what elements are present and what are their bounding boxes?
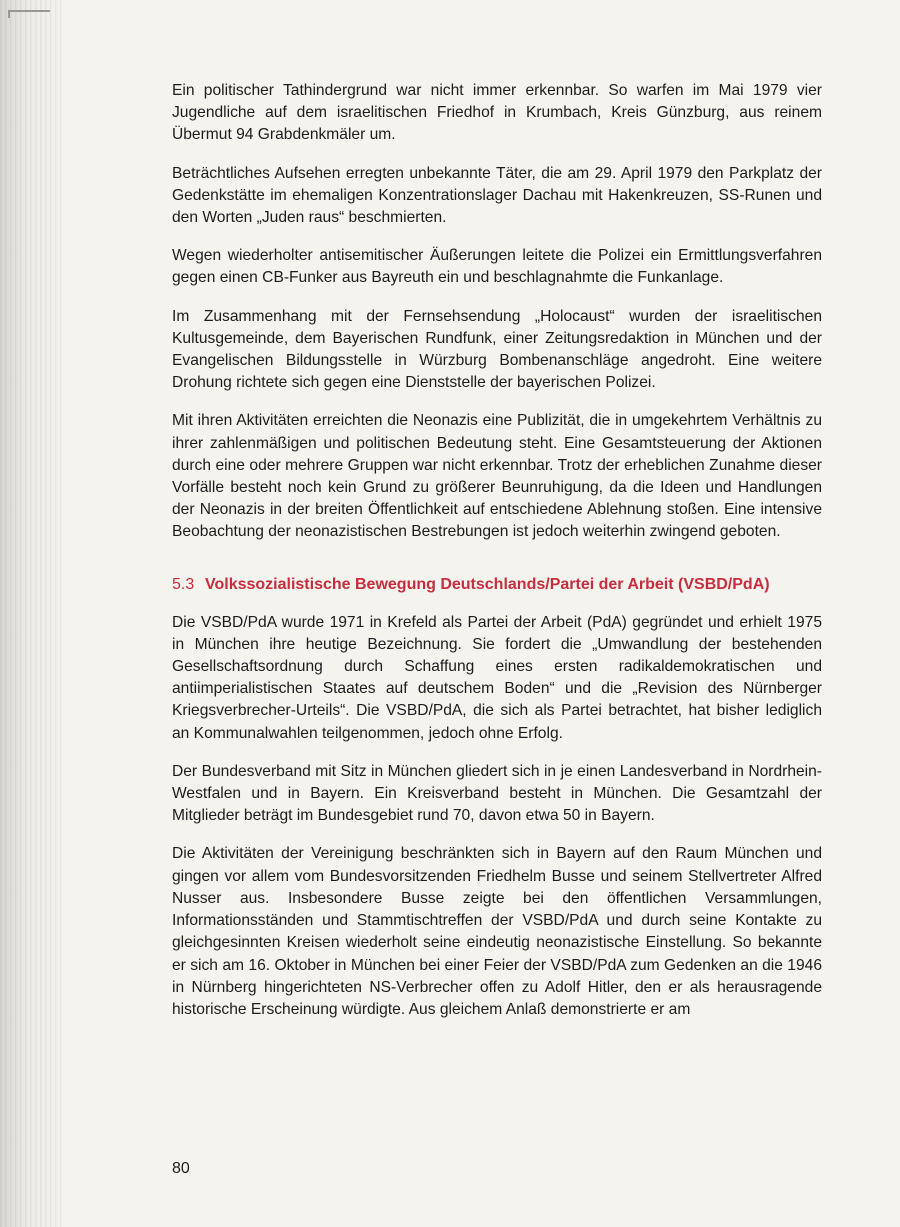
section-number: 5.3 xyxy=(172,575,195,593)
paragraph: Beträchtliches Aufsehen erregten unbekannte Täter, die am 29. April 1979 den Parkplatz der Gedenkstätte im ehemaligen Konzentrationslager Dachau mit Hakenkreuzen, SS-Runen und den Worten „Juden raus“ beschmierten. xyxy=(172,164,822,227)
paragraph: Die VSBD/PdA wurde 1971 in Krefeld als Partei der Arbeit (PdA) gegründet und erhielt 1975 in München ihre heutige Bezeichnung. Sie fordert die „Umwandlung der bestehenden Gesellschaftsordnung durch Schaffung eines ersten radikaldemokratischen und antiimperialistischen Staates auf deutschem Boden“ und die „Revision des Nürnberger Kriegsverbrecher-Urteils“. Die VSBD/PdA, die sich als Partei betrachtet, hat bisher lediglich an Kommunalwahlen teilgenommen, jedoch ohne Erfolg. xyxy=(172,613,822,742)
section-heading xyxy=(172,574,822,596)
section-title: Volkssozialistische Bewegung Deutschlands/Partei der Arbeit (VSBD/PdA) xyxy=(205,575,770,593)
paragraph: Die Aktivitäten der Vereinigung beschränkten sich in Bayern auf den Raum München und gingen vor allem vom Bundesvorsitzenden Friedhelm Busse und seinem Stellvertreter Alfred Nusser aus. Insbesondere Busse zeigte bei den öffentlichen Versammlungen, Informationsständen und Stammtischtreffen der VSBD/PdA und durch seine Kontakte zu gleichgesinnten Kreisen wiederholt seine eindeutig neonazistische Einstellung. So bekannte er sich am 16. Oktober in München bei einer Feier der VSBD/PdA zum Gedenken an die 1946 in Nürnberg hingerichteten NS-Verbrecher offen zu Adolf Hitler, den er als herausragende historische Erscheinung würdigte. Aus gleichem Anlaß demonstrierte er am xyxy=(172,845,822,1018)
paragraph: Im Zusammenhang mit der Fernsehsendung „Holocaust“ wurden der israelitischen Kultusgemeinde, dem Bayerischen Rundfunk, einer Zeitungsredaktion in München und der Evangelischen Bildungsstelle in Würzburg Bombenanschläge angedroht. Eine weitere Drohung richtete sich gegen eine Dienststelle der bayerischen Polizei. xyxy=(172,307,822,392)
page-number: 80 xyxy=(172,1160,190,1177)
paragraph: Der Bundesverband mit Sitz in München gliedert sich in je einen Landesverband in Nordrhein-Westfalen und in Bayern. Ein Kreisverband besteht in München. Die Gesamtzahl der Mitglieder beträgt im Bundesgebiet rund 70, davon etwa 50 in Bayern. xyxy=(172,762,822,825)
scan-corner-mark xyxy=(8,10,50,18)
paragraph: Wegen wiederholter antisemitischer Äußerungen leitete die Polizei ein Ermittlungsverfahren gegen einen CB-Funker aus Bayreuth ein und beschlagnahmte die Funkanlage. xyxy=(172,247,822,287)
paragraph: Ein politischer Tathindergrund war nicht immer erkennbar. So warfen im Mai 1979 vier Jugendliche auf dem israelitischen Friedhof in Krumbach, Kreis Günzburg, aus reinem Übermut 94 Grabdenkmäler um. xyxy=(172,82,822,144)
paragraph: Mit ihren Aktivitäten erreichten die Neonazis eine Publizität, die in umgekehrtem Verhältnis zu ihrer zahlenmäßigen und politischen Bedeutung steht. Eine Gesamtsteuerung der Aktionen durch eine oder mehrere Gruppen war nicht erkennbar. Trotz der erheblichen Zunahme dieser Vorfälle besteht noch kein Grund zu größerer Beunruhigung, da die Ideen und Handlungen der Neonazis in der breiten Öffentlichkeit auf entschiedene Ablehnung stoßen. Eine intensive Beobachtung der neonazistischen Bestrebungen ist jedoch weiterhin zwingend geboten. xyxy=(172,412,822,541)
page-body xyxy=(172,80,822,1037)
book-binding-edge xyxy=(0,0,62,1227)
